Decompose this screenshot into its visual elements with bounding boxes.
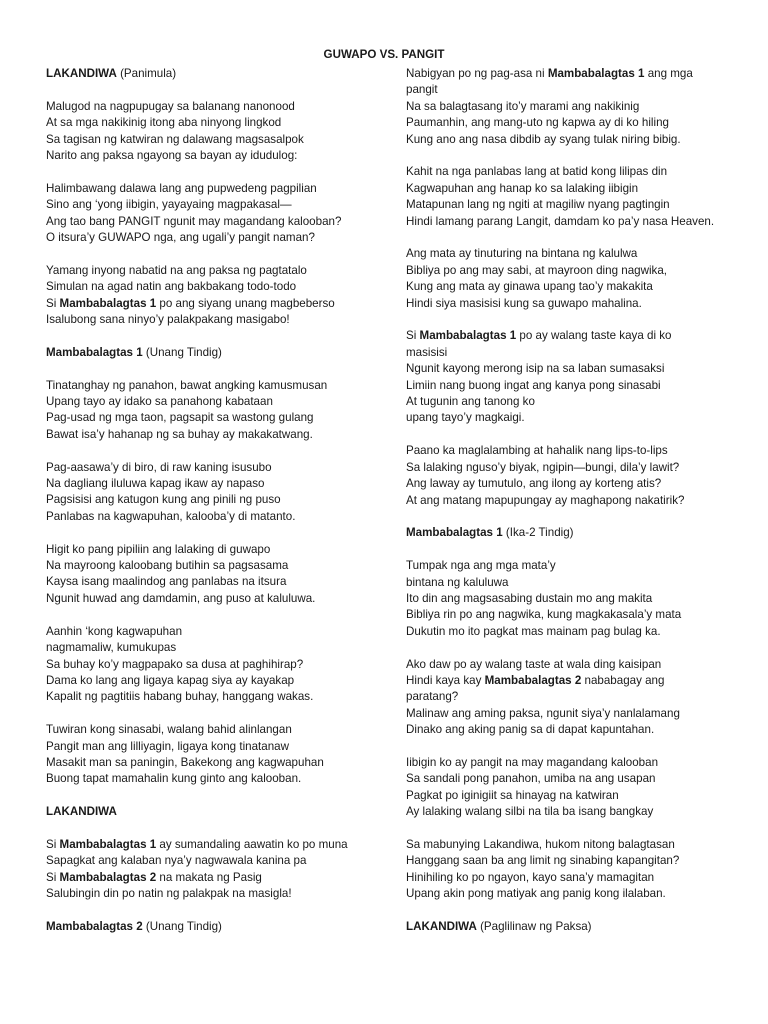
- verse-line: Hindi siya masisisi kung sa guwapo mahalina.: [406, 296, 642, 310]
- verse-line: O itsura’y GUWAPO nga, ang ugali’y pangit naman?: [46, 231, 315, 245]
- verse-line: Pag-usad ng mga taon, pagsapit sa wastong gulang: [46, 411, 314, 425]
- verse-line: Malugod na nagpupugay sa balanang nanonood: [46, 99, 295, 113]
- page-title: GUWAPO VS. PANGIT: [323, 48, 445, 61]
- verse-line: Pagsisisi ang katugon kung ang pinili ng puso: [46, 493, 281, 507]
- verse-line: Kapalit ng pagtitiis habang buhay, hanggang wakas.: [46, 690, 314, 704]
- verse-line: Hindi lamang parang Langit, damdam ko pa’y nasa Heaven.: [406, 214, 715, 228]
- verse-line: Ngunit kayong merong isip na sa laban sumasaksi: [406, 362, 665, 376]
- verse-line: Kaysa isang maalindog ang panlabas na itsura: [46, 575, 287, 589]
- verse-line: Paumanhin, ang mang-uto ng kapwa ay di ko hiling: [406, 116, 669, 130]
- verse-line: Narito ang paksa ngayong sa bayan ay idudulog:: [46, 149, 298, 163]
- verse-line: Hanggang saan ba ang limit ng sinabing kapangitan?: [406, 854, 680, 868]
- stanza-gap: [406, 509, 736, 525]
- verse-line: Dukutin mo ito pagkat mas mainam pag bulag ka.: [406, 624, 661, 638]
- verse-line: nagmamaliw, kumukupas: [46, 641, 177, 655]
- verse-line: Isalubong sana ninyo’y palakpakang masigabo!: [46, 313, 290, 327]
- speaker-name: Mambabalagtas 2: [46, 919, 143, 933]
- verse-line: Malinaw ang aming paksa, ngunit siya’y nanlalamang: [406, 706, 680, 720]
- verse-line: Upang akin pong matiyak ang panig kong ilalaban.: [406, 887, 666, 901]
- verse-line: upang tayo’y magkaigi.: [406, 411, 525, 425]
- verse-line: Buong tapat mamahalin kung ginto ang kalooban.: [46, 772, 302, 786]
- verse-text: Si: [46, 296, 60, 310]
- speaker-reference: Mambabalagtas 1: [59, 837, 157, 851]
- stanza-gap: [46, 328, 386, 344]
- verse-line: [46, 837, 386, 853]
- speaker-reference: Mambabalagtas 1: [59, 296, 157, 310]
- stanza-gap: [46, 164, 386, 180]
- verse-line: Kahit na nga panlabas lang at batid kong lilipas din: [406, 165, 668, 179]
- verse-line: Kung ang mata ay ginawa upang tao’y makakita: [406, 280, 653, 294]
- verse-line: Na mayroong kaloobang butihin sa pagsasama: [46, 559, 289, 573]
- verse-line: Dinako ang aking panig sa di dapat kapuntahan.: [406, 723, 655, 737]
- stanza-gap: [46, 607, 386, 623]
- verse-line: Yamang inyong nabatid na ang paksa ng pagtatalo: [46, 263, 307, 277]
- stanza-gap: [406, 903, 736, 919]
- verse-line: Sa lalaking nguso’y biyak, ngipin—bungi, dila’y lawit?: [406, 460, 680, 474]
- verse-line: Sino ang ‘yong iibigin, yayayaing magpakasal—: [46, 198, 292, 212]
- verse-line: Kagwapuhan ang hanap ko sa lalaking iibigin: [406, 181, 639, 195]
- speaker-note: (Unang Tindig): [142, 345, 222, 359]
- verse-line: Na sa balagtasang ito’y marami ang nakikinig: [406, 99, 640, 113]
- speaker-name: Mambabalagtas 1: [406, 526, 503, 540]
- verse-line: Ang tao bang PANGIT ngunit may magandang kalooban?: [46, 214, 342, 228]
- verse-line: [406, 66, 736, 82]
- verse-line: Tinatanghay ng panahon, bawat angking kamusmusan: [46, 378, 328, 392]
- verse-line: Simulan na agad natin ang bakbakang todo-todo: [46, 280, 297, 294]
- verse-text: po ay walang taste kaya di ko: [516, 329, 672, 343]
- verse-line: Tuwiran kong sinasabi, walang bahid alinlangan: [46, 723, 292, 737]
- verse-text: na makata ng Pasig: [156, 870, 262, 884]
- speaker-reference: Mambabalagtas 2: [484, 673, 582, 687]
- left-column: [46, 66, 386, 935]
- verse-text: Si: [406, 329, 420, 343]
- speaker-heading: [406, 919, 736, 935]
- verse-line: Ay lalaking walang silbi na tila ba isang bangkay: [406, 805, 654, 819]
- verse-text: Si: [46, 837, 60, 851]
- stanza-gap: [406, 821, 736, 837]
- verse-line: Sa sandali pong panahon, umiba na ang usapan: [406, 772, 656, 786]
- verse-line: Pag-aasawa’y di biro, di raw kaning isusubo: [46, 460, 272, 474]
- verse-line: paratang?: [406, 690, 459, 704]
- verse-line: Bibliya rin po ang nagwika, kung magkakasala’y mata: [406, 608, 682, 622]
- verse-text: Nabigyan po ng pag-asa ni: [406, 67, 548, 80]
- verse-line: Upang tayo ay idako sa panahong kabataan: [46, 395, 273, 409]
- verse-line: Iibigin ko ay pangit na may magandang kalooban: [406, 755, 659, 769]
- verse-text: Si: [46, 870, 60, 884]
- verse-line: Tumpak nga ang mga mata’y: [406, 559, 556, 573]
- right-column: [406, 66, 736, 935]
- verse-line: Salubingin din po natin ng palakpak na masigla!: [46, 887, 292, 901]
- verse-line: Bibliya po ang may sabi, at mayroon ding nagwika,: [406, 263, 668, 277]
- speaker-heading: [46, 804, 386, 820]
- verse-line: Sa buhay ko’y magpapako sa dusa at paghihirap?: [46, 657, 304, 671]
- verse-line: Limiin nang buong ingat ang kanya pong sinasabi: [406, 378, 661, 392]
- verse-line: Paano ka maglalambing at hahalik nang lips-to-lips: [406, 444, 668, 458]
- speaker-name: LAKANDIWA: [46, 67, 117, 80]
- speaker-note: (Unang Tindig): [142, 919, 222, 933]
- verse-line: Pagkat po iginigiit sa hinayag na katwiran: [406, 788, 619, 802]
- verse-text: ay sumandaling aawatin ko po muna: [156, 837, 348, 851]
- verse-line: Ngunit huwad ang damdamin, ang puso at kaluluwa.: [46, 591, 316, 605]
- verse-text: ang mga: [644, 67, 693, 80]
- speaker-note: (Ika-2 Tindig): [502, 526, 574, 540]
- stanza-gap: [406, 312, 736, 328]
- verse-line: Ang mata ay tinuturing na bintana ng kalulwa: [406, 247, 638, 261]
- speaker-name: Mambabalagtas 1: [46, 345, 143, 359]
- verse-line: Higit ko pang pipiliin ang lalaking di guwapo: [46, 542, 271, 556]
- verse-line: Sa tagisan ng katwiran ng dalawang magsasalpok: [46, 132, 304, 146]
- stanza-gap: [46, 525, 386, 541]
- verse-line: pangit: [406, 83, 438, 97]
- speaker-heading: [46, 66, 386, 82]
- stanza-gap: [46, 361, 386, 377]
- speaker-heading: [46, 345, 386, 361]
- verse-line: Dama ko lang ang ligaya kapag siya ay kayakap: [46, 673, 295, 687]
- speaker-heading: [406, 525, 736, 541]
- verse-line: masisisi: [406, 345, 448, 359]
- verse-line: [406, 328, 736, 344]
- verse-line: Kung ano ang nasa dibdib ay syang tulak niring bibig.: [406, 132, 681, 146]
- verse-text: Hindi kaya kay: [406, 673, 485, 687]
- verse-line: At ang matang mapupungay ay maghapong nakatirik?: [406, 493, 685, 507]
- verse-line: [46, 870, 386, 886]
- speaker-reference: Mambabalagtas 2: [59, 870, 157, 884]
- verse-line: Ito din ang magsasabing dustain mo ang makita: [406, 591, 653, 605]
- verse-line: Aanhin ‘kong kagwapuhan: [46, 624, 183, 638]
- verse-line: Bawat isa’y hahanap ng sa buhay ay makakatwang.: [46, 427, 313, 441]
- verse-line: Pangit man ang lilliyagin, ligaya kong tinatanaw: [46, 739, 289, 753]
- verse-line: Halimbawang dalawa lang ang pupwedeng pagpilian: [46, 181, 317, 195]
- verse-line: Masakit man sa paningin, Bakekong ang kagwapuhan: [46, 755, 324, 769]
- verse-line: Panlabas na kagwapuhan, kalooba’y di matanto.: [46, 509, 296, 523]
- speaker-note: (Panimula): [116, 67, 177, 80]
- verse-line: Na dagliang iluluwa kapag ikaw ay napaso: [46, 477, 265, 491]
- verse-line: Matapunan lang ng ngiti at magiliw nyang pagtingin: [406, 198, 670, 212]
- stanza-gap: [46, 443, 386, 459]
- verse-line: Hinihiling ko po ngayon, kayo sana’y mamagitan: [406, 870, 655, 884]
- speaker-note: (Paglilinaw ng Paksa): [476, 919, 592, 933]
- verse-line: bintana ng kaluluwa: [406, 575, 509, 589]
- stanza-gap: [406, 739, 736, 755]
- stanza-gap: [46, 246, 386, 262]
- verse-line: At tugunin ang tanong ko: [406, 395, 535, 409]
- speaker-reference: Mambabalagtas 1: [547, 67, 645, 80]
- stanza-gap: [46, 788, 386, 804]
- verse-text: nababagay ang: [581, 673, 665, 687]
- stanza-gap: [406, 542, 736, 558]
- stanza-gap: [406, 230, 736, 246]
- stanza-gap: [406, 427, 736, 443]
- verse-line: Ang laway ay tumutulo, ang ilong ay korteng atis?: [406, 477, 662, 491]
- stanza-gap: [46, 706, 386, 722]
- verse-line: [406, 673, 736, 689]
- stanza-gap: [406, 640, 736, 656]
- verse-line: Sa mabunying Lakandiwa, hukom nitong balagtasan: [406, 837, 675, 851]
- stanza-gap: [46, 903, 386, 919]
- verse-line: Sapagkat ang kalaban nya’y nagwawala kanina pa: [46, 854, 307, 868]
- stanza-gap: [46, 82, 386, 98]
- verse-line: At sa mga nakikinig itong aba ninyong lingkod: [46, 116, 282, 130]
- stanza-gap: [46, 821, 386, 837]
- speaker-reference: Mambabalagtas 1: [419, 329, 517, 343]
- stanza-gap: [406, 148, 736, 164]
- speaker-name: LAKANDIWA: [46, 805, 117, 819]
- verse-line: Ako daw po ay walang taste at wala ding kaisipan: [406, 657, 662, 671]
- speaker-heading: [46, 919, 386, 935]
- speaker-name: LAKANDIWA: [406, 919, 477, 933]
- verse-line: [46, 296, 386, 312]
- verse-text: po ang siyang unang magbeberso: [156, 296, 335, 310]
